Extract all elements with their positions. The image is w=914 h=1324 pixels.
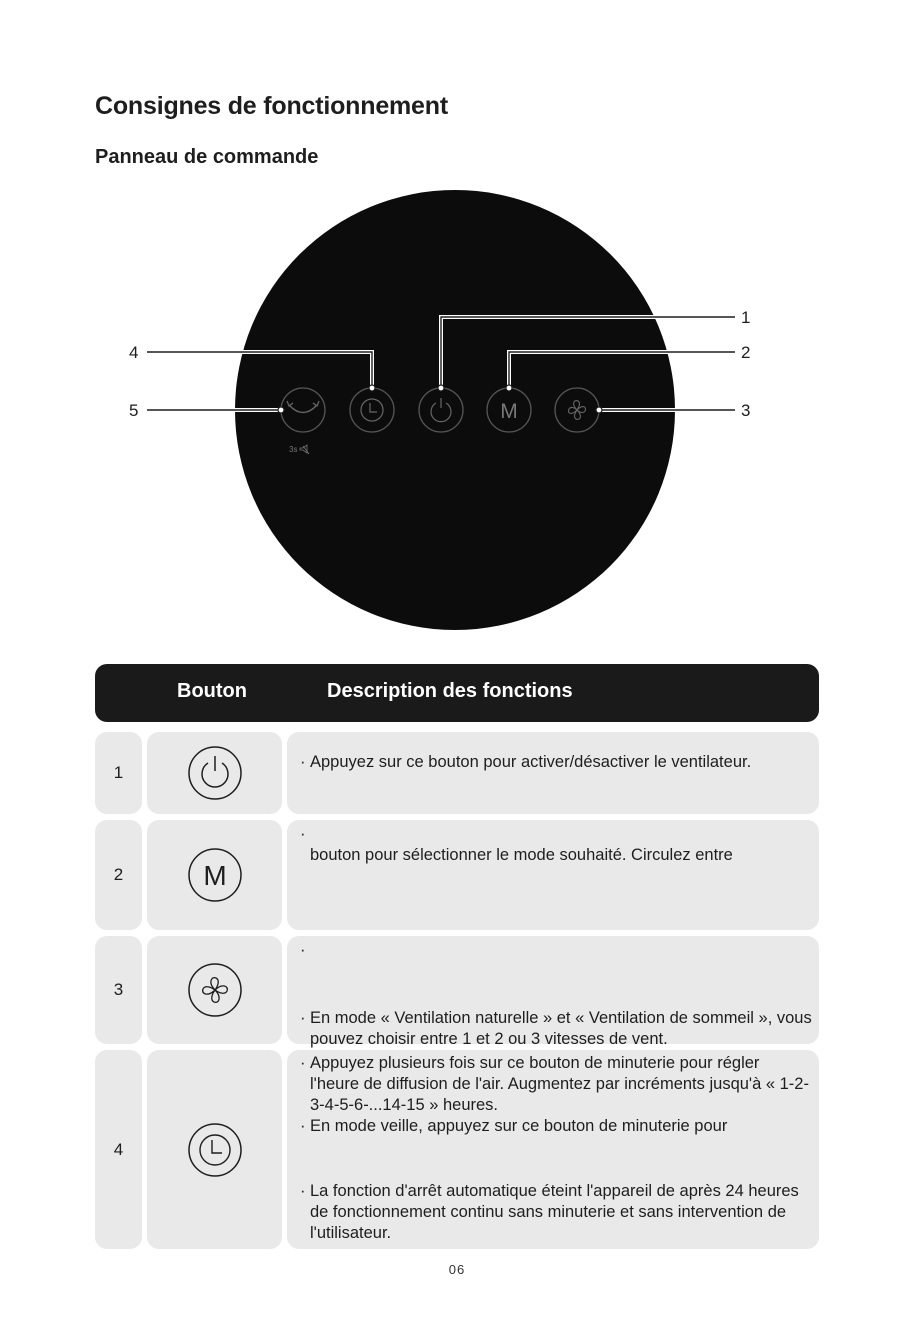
- row-1-number: 1: [95, 732, 142, 814]
- page-title: Consignes de fonctionnement: [95, 92, 448, 120]
- row-2-line-1: [300, 824, 813, 845]
- row-3-description: [287, 936, 819, 1048]
- svg-text:M: M: [202, 860, 227, 891]
- row-3-line-1: [300, 940, 813, 961]
- row-2-description: [287, 820, 819, 930]
- row-1-line-1: · Appuyez sur ce bouton pour activer/désactiver le ventilateur.: [300, 752, 813, 773]
- timer-icon: [185, 1120, 245, 1180]
- row-3-number: 3: [95, 936, 142, 1044]
- row-4-icon-cell: [147, 1050, 282, 1249]
- row-4-line-2: · En mode veille, appuyez sur ce bouton de minuterie pour: [300, 1116, 813, 1137]
- row-4-number: 4: [95, 1050, 142, 1249]
- swing-note: 3s: [289, 445, 298, 454]
- power-icon: [185, 743, 245, 803]
- row-2-icon-cell: [147, 820, 282, 930]
- callout-5: 5: [129, 401, 139, 420]
- callout-3: 3: [741, 401, 751, 420]
- header-description-label: Description des fonctions: [327, 680, 573, 702]
- section-subtitle: Panneau de commande: [95, 146, 319, 168]
- row-1-icon-cell: [147, 732, 282, 814]
- mode-icon: M: [500, 400, 518, 423]
- row-2-line-2: bouton pour sélectionner le mode souhaité. Circulez entre: [310, 846, 733, 864]
- callout-1: 1: [741, 308, 751, 327]
- row-3-icon-cell: [147, 936, 282, 1044]
- row-2-number: 2: [95, 820, 142, 930]
- header-button-label: Bouton: [177, 680, 247, 702]
- row-1-description: [287, 732, 819, 814]
- table-header: [95, 664, 819, 722]
- callout-2: 2: [741, 343, 751, 362]
- callout-4: 4: [129, 343, 139, 362]
- row-3-line-2: · En mode « Ventilation naturelle » et « Ventilation de sommeil », vous pouvez choisir entre 1 et 2 ou 3 vitesses de vent.: [300, 1008, 813, 1050]
- row-4-line-1: · Appuyez plusieurs fois sur ce bouton de minuterie pour régler l'heure de diffusion de l'air. Augmentez par incréments jusqu'à « 1-2-3-4-5-6-...14-15 » heures.: [300, 1053, 813, 1116]
- mode-icon: [185, 845, 245, 905]
- row-4-description: [287, 1050, 819, 1249]
- row-4-line-3: · La fonction d'arrêt automatique éteint l'appareil de après 24 heures de fonctionnement continu sans minuterie et sans intervention de l'utilisateur.: [300, 1181, 813, 1244]
- page-number: 06: [448, 1262, 466, 1277]
- fan-speed-icon: [185, 960, 245, 1020]
- control-panel-diagram: [0, 0, 914, 650]
